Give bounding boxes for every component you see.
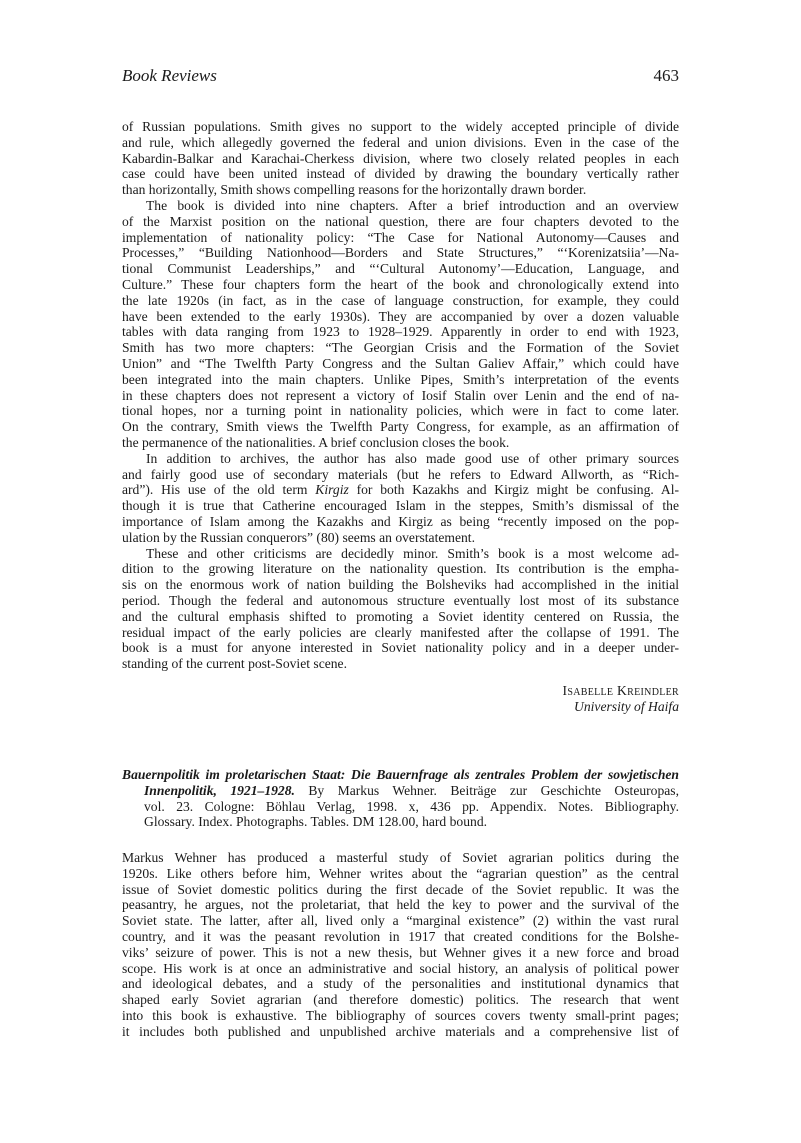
text-line: [122, 945, 679, 961]
text-line: [122, 467, 679, 483]
text-run: Kabardin-Balkar and Karachai-Cherkess division, where two closely related peoples in each: [122, 150, 679, 166]
text-run: of the Marxist position on the national question, there are four chapters devoted to the: [122, 213, 679, 229]
section-title: Book Reviews: [122, 66, 217, 85]
text-line: [122, 135, 679, 151]
text-line: [122, 625, 679, 641]
text-line: [122, 866, 679, 882]
text-run: Smith has two more chapters: “The Georgian Crisis and the Formation of the Soviet: [122, 340, 679, 356]
text-run: book is a must for anyone interested in Soviet nationality policy and in a deeper under-: [122, 640, 679, 656]
text-run: than horizontally, Smith shows compelling reasons for the horizontally drawn border.: [122, 182, 587, 198]
text-line: [122, 577, 679, 593]
text-line: [122, 593, 679, 609]
text-run: residual impact of the early policies are clearly manifested after the collapse of 1991. The: [122, 624, 679, 640]
text-line: [122, 546, 679, 562]
text-run: the late 1920s (in fact, as in the case of language construction, for example, they could: [122, 292, 679, 308]
text-run: By Markus Wehner. Beiträge zur Geschichte Osteuropas,: [294, 782, 679, 798]
reviewer-affiliation: University of Haifa: [574, 699, 679, 714]
text-line: [122, 214, 679, 230]
text-run: dition to the growing literature on the nationality question. Its contribution is the empha-: [122, 561, 679, 577]
text-run: vol. 23. Cologne: Böhlau Verlag, 1998. x, 436 pp. Appendix. Notes. Bibliography.: [144, 798, 679, 814]
reviewer-name-text: Isabelle Kreindler: [562, 683, 679, 698]
paragraph: [122, 119, 679, 198]
text-line: [122, 656, 679, 672]
text-run: and fairly good use of secondary materials (but he refers to Edward Allworth, as “Rich-: [122, 466, 679, 482]
text-line: [122, 882, 679, 898]
text-line: [122, 151, 679, 167]
text-line: [122, 976, 679, 992]
text-run: These and other criticisms are decidedly minor. Smith’s book is a most welcome ad-: [146, 545, 679, 561]
text-run: tional Communist Leaderships,” and “‘Cultural Autonomy’—Education, Language, and: [122, 261, 679, 277]
text-line: [122, 340, 679, 356]
text-line: [122, 166, 679, 182]
text-run: issue of Soviet domestic politics during the first decade of the Soviet republic. It was the: [122, 881, 679, 897]
text-run: and ideological debates, and a study of the personalities and institutional dynamics that: [122, 976, 679, 992]
text-run: scope. His work is at once an administrative and social history, an analysis of political power: [122, 960, 679, 976]
text-line: [122, 913, 679, 929]
text-line: [122, 961, 679, 977]
text-line: [122, 850, 679, 866]
text-line: [122, 799, 679, 815]
text-line: [122, 261, 679, 277]
text-run: Soviet state. The latter, after all, lived only a “marginal existence” (2) within the vast rural: [122, 913, 679, 929]
text-run: into this book is exhaustive. The bibliography of sources covers twenty small-print pages;: [122, 1007, 679, 1023]
text-run: Union” and “The Twelfth Party Congress and the Sultan Galiev Affair,” which could have: [122, 355, 679, 371]
book-title: Innenpolitik, 1921–1928.: [144, 782, 295, 798]
text-line: [122, 530, 679, 546]
paragraph: [122, 850, 679, 1040]
text-line: [122, 514, 679, 530]
text-line: [122, 388, 679, 404]
text-line: [122, 324, 679, 340]
text-line: [122, 230, 679, 246]
text-run: In addition to archives, the author has also made good use of other primary sources: [146, 450, 679, 466]
text-run: importance of Islam among the Kazakhs and Kirgiz as being “recently imposed on the pop-: [122, 513, 679, 529]
book-title: Bauernpolitik im proletarischen Staat: Die Bauernfrage als zentrales Problem der sowjetischen: [122, 767, 679, 782]
text-line: [122, 814, 679, 830]
text-line: [122, 309, 679, 325]
paragraph: [122, 198, 679, 451]
text-run: period. Though the federal and autonomous structure eventually lost most of its substance: [122, 592, 679, 608]
text-line: [122, 482, 679, 498]
text-line: [122, 451, 679, 467]
text-line: [122, 245, 679, 261]
text-line: [122, 897, 679, 913]
text-line: [122, 1008, 679, 1024]
text-run: for both Kazakhs and Kirgiz might be confusing. Al-: [348, 482, 679, 498]
text-line: [122, 929, 679, 945]
text-run: have been extended to the early 1930s). They are accompanied by over a dozen valuable: [122, 308, 679, 324]
text-run: Markus Wehner has produced a masterful study of Soviet agrarian politics during the: [122, 850, 679, 865]
text-run: it includes both published and unpublished archive materials and a comprehensive list of: [122, 1023, 679, 1039]
text-run: the permanence of the nationalities. A brief conclusion closes the book.: [122, 434, 510, 450]
text-run: standing of the current post-Soviet scene.: [122, 656, 347, 672]
text-run: ulation by the Russian conquerors” (80) seems an overstatement.: [122, 529, 475, 545]
review-2-body: [122, 850, 679, 1040]
text-run: been integrated into the main chapters. Unlike Pipes, Smith’s interpretation of the events: [122, 371, 679, 387]
text-run: The book is divided into nine chapters. After a brief introduction and an overview: [146, 197, 679, 213]
text-run: peasantry, he argues, not the proletariat, that held the key to power and the survival of the: [122, 897, 679, 913]
text-line: [122, 419, 679, 435]
text-line: [122, 198, 679, 214]
text-run: of Russian populations. Smith gives no support to the widely accepted principle of divide: [122, 119, 679, 134]
text-line: [122, 119, 679, 135]
text-line: [122, 182, 679, 198]
text-run: shaped early Soviet agrarian (and therefore domestic) politics. The research that went: [122, 992, 679, 1008]
review-1-body: [122, 119, 679, 672]
paragraph: [122, 546, 679, 672]
text-line: [122, 767, 679, 783]
text-line: [122, 356, 679, 372]
reviewer-name: [563, 683, 679, 699]
text-line: [122, 403, 679, 419]
text-line: [122, 609, 679, 625]
text-run: sis on the enormous work of nation building the Bolsheviks had accomplished in the initial: [122, 577, 679, 593]
book-citation: [122, 767, 679, 830]
text-run: implementation of nationality policy: “The Case for National Autonomy—Causes and: [122, 229, 679, 245]
text-run: in these chapters does not represent a victory of Iosif Stalin over Lenin and the end of na-: [122, 387, 679, 403]
text-run: case could have been united instead of divided by drawing the boundary vertically rather: [122, 166, 679, 182]
text-line: [122, 992, 679, 1008]
text-run: Culture.” These four chapters form the heart of the book and chronologically extend into: [122, 276, 679, 292]
text-run: viks’ seizure of power. This is not a new thesis, but Wehner gives it a new force and broad: [122, 944, 679, 960]
text-run: tional hopes, nor a turning point in nationality policies, which were in fact to come later.: [122, 403, 679, 419]
text-line: [122, 561, 679, 577]
text-line: [122, 783, 679, 799]
text-run: and rule, which allegedly governed the federal and union divisions. Even in the case of the: [122, 134, 679, 150]
italic-term: Kirgiz: [315, 482, 349, 498]
text-run: On the contrary, Smith views the Twelfth Party Congress, for example, as an affirmation of: [122, 419, 679, 435]
text-line: [122, 1024, 679, 1040]
text-run: 1920s. Like others before him, Wehner writes about the “agrarian question” as the central: [122, 865, 679, 881]
text-line: [122, 640, 679, 656]
text-run: country, and it was the peasant revolution in 1917 that created conditions for the Bolshe-: [122, 928, 679, 944]
page-number: 463: [653, 66, 679, 85]
text-run: though it is true that Catherine encouraged Islam in the steppes, Smith’s dismissal of the: [122, 498, 679, 514]
text-line: [122, 498, 679, 514]
text-run: Processes,” “Building Nationhood—Borders and State Structures,” “‘Korenizatsiia’—Na-: [122, 245, 679, 261]
text-line: [122, 277, 679, 293]
text-line: [122, 435, 679, 451]
text-run: tables with data ranging from 1923 to 1928–1929. Apparently in order to end with 1923,: [122, 324, 679, 340]
text-run: and the cultural emphasis shifted to promoting a Soviet identity centered on Russia, the: [122, 608, 679, 624]
paragraph: [122, 451, 679, 546]
text-line: [122, 293, 679, 309]
text-run: Glossary. Index. Photographs. Tables. DM 128.00, hard bound.: [144, 814, 488, 830]
text-line: [122, 372, 679, 388]
text-run: ard”). His use of the old term: [122, 482, 316, 498]
